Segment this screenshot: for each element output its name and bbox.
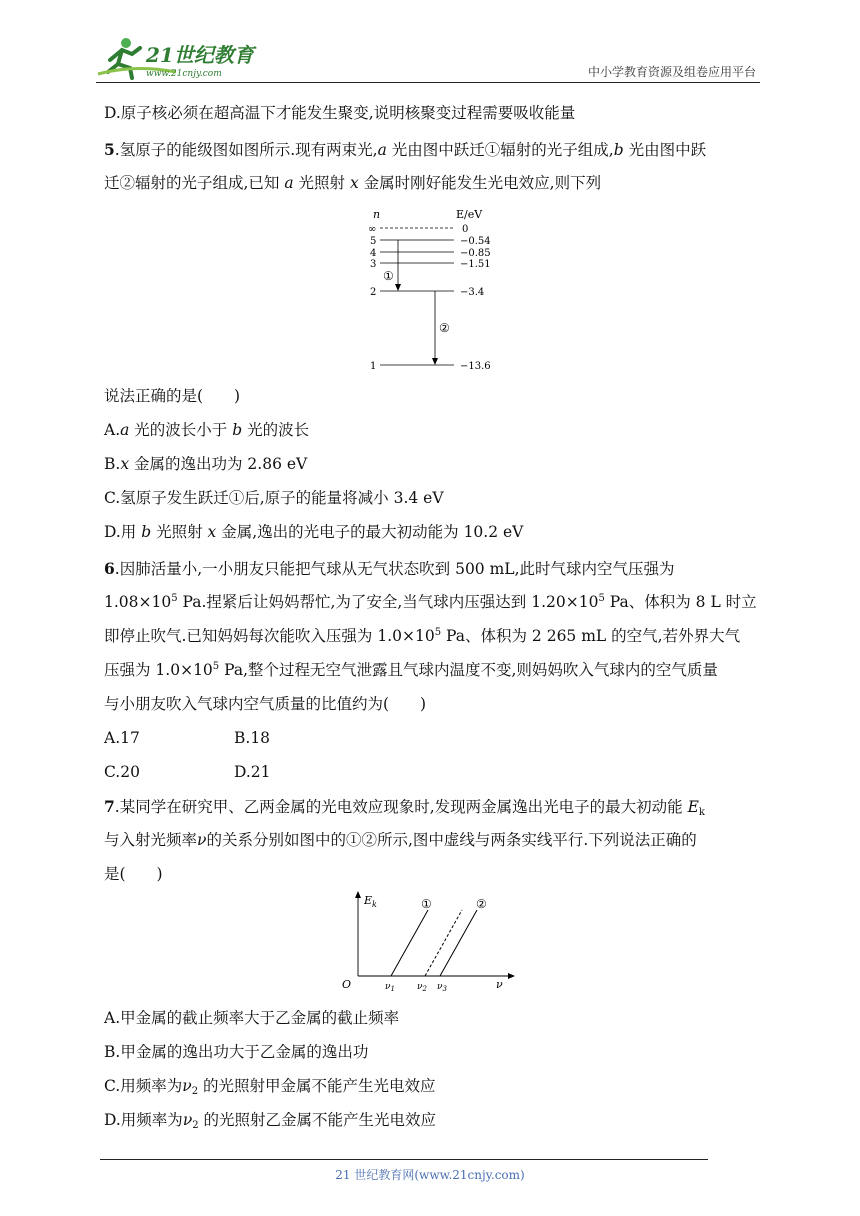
header-platform-text: 中小学教育资源及组卷应用平台 <box>587 65 756 79</box>
level-inf-e: 0 <box>462 224 469 235</box>
nu3-tick: $\nu_3$ <box>437 982 447 993</box>
footer-divider <box>100 1159 708 1160</box>
level-3-n: 3 <box>370 259 377 270</box>
line-1 <box>391 910 428 976</box>
q7-option-a: A.甲金属的截止频率大于乙金属的截止频率 <box>104 1009 400 1027</box>
energy-axis-label: E/eV <box>456 208 483 221</box>
q6-option-b: B.18 <box>234 729 271 747</box>
q6-line1: 6.因肺活量小,一小朋友只能把气球从无气状态吹到 500 mL,此时气球内空气压强为 <box>104 559 675 578</box>
q6-option-c: C.20 <box>104 763 140 781</box>
q4-option-d: D.原子核必须在超高温下才能发生聚变,说明核聚变过程需要吸收能量 <box>104 104 576 122</box>
level-1-e: −13.6 <box>460 361 491 372</box>
q7-line3: 是( ) <box>104 865 163 883</box>
q5-option-a: A.a 光的波长小于 b 光的波长 <box>104 421 310 439</box>
nu2-tick: $\nu_2$ <box>417 982 427 993</box>
q6-option-a: A.17 <box>104 729 140 747</box>
level-2-n: 2 <box>370 287 377 298</box>
q7-line1: 7.某同学在研究甲、乙两金属的光电效应现象时,发现两金属逸出光电子的最大初动能 $E_k$ <box>104 797 705 818</box>
q6-line5: 与小朋友吹入气球内空气质量的比值约为( ) <box>104 695 427 713</box>
q7-line2: 与入射光频率ν的关系分别如图中的①②所示,图中虚线与两条实线平行.下列说法正确的 <box>104 831 697 849</box>
curve-2-label: ② <box>476 897 487 911</box>
curve-1-label: ① <box>421 897 432 911</box>
q5-line3: 说法正确的是( ) <box>104 387 241 405</box>
dashed-parallel-line <box>425 910 462 976</box>
q5-option-b: B.x 金属的逸出功为 2.86 eV <box>104 455 308 473</box>
q5-number: 5 <box>104 140 115 159</box>
site-logo <box>96 34 266 82</box>
x-axis-label: ν <box>496 978 503 991</box>
y-axis-label: $E_k$ <box>364 894 377 909</box>
q7-ek-frequency-graph <box>340 888 520 996</box>
level-2-e: −3.4 <box>460 287 485 298</box>
origin-label: O <box>342 978 352 991</box>
level-3-e: −1.51 <box>460 259 491 270</box>
level-1-n: 1 <box>370 361 377 372</box>
q5-energy-level-diagram <box>360 205 500 375</box>
footer-site-link[interactable]: 21 世纪教育网(www.21cnjy.com) <box>335 1168 525 1182</box>
q7-number: 7 <box>104 797 115 816</box>
q5-line2: 迁②辐射的光子组成,已知 a 光照射 x 金属时刚好能发生光电效应,则下列 <box>104 174 602 192</box>
transition-2-label: ② <box>439 321 450 335</box>
q7-option-d: D.用频率为$\nu_2$ 的光照射乙金属不能产生光电效应 <box>104 1111 437 1131</box>
q6-line2: $1.08\times 10^5$ Pa.捏紧后让妈妈帮忙,为了安全,当气球内压强达到 $1.20\times 10^5$ Pa、体积为 8 L 时立 <box>104 593 757 611</box>
line-2 <box>440 910 477 976</box>
q7-option-c: C.用频率为$\nu_2$ 的光照射甲金属不能产生光电效应 <box>104 1077 436 1097</box>
q5-option-c: C.氢原子发生跃迁①后,原子的能量将减小 3.4 eV <box>104 489 444 507</box>
logo-text: 21世纪教育 <box>146 43 254 67</box>
level-4-e: −0.85 <box>460 248 491 259</box>
nu1-tick: $\nu_1$ <box>385 982 395 993</box>
q7-option-b: B.甲金属的逸出功大于乙金属的逸出功 <box>104 1043 369 1061</box>
n-axis-label: n <box>373 208 381 221</box>
q6-option-d: D.21 <box>234 763 271 781</box>
q6-line3: 即停止吹气.已知妈妈每次能吹入压强为 $1.0\times 10^5$ Pa、体积为 2 265 mL 的空气,若外界大气 <box>104 627 741 645</box>
q6-line4: 压强为 $1.0\times 10^5$ Pa,整个过程无空气泄露且气球内温度不变,则妈妈吹入气球内的空气质量 <box>104 661 718 679</box>
level-4-n: 4 <box>370 248 377 259</box>
q5-line1: 5.氢原子的能级图如图所示.现有两束光,a 光由图中跃迁①辐射的光子组成,b 光由图中跃 <box>104 140 707 159</box>
q6-number: 6 <box>104 559 115 578</box>
level-5-n: 5 <box>370 236 377 247</box>
level-inf-n: ∞ <box>368 224 377 235</box>
level-5-e: −0.54 <box>460 236 491 247</box>
logo-url: www.21cnjy.com <box>146 69 222 79</box>
transition-1-label: ① <box>383 269 394 283</box>
header-divider <box>96 82 760 83</box>
q5-option-d: D.用 b 光照射 x 金属,逸出的光电子的最大初动能为 10.2 eV <box>104 523 524 541</box>
